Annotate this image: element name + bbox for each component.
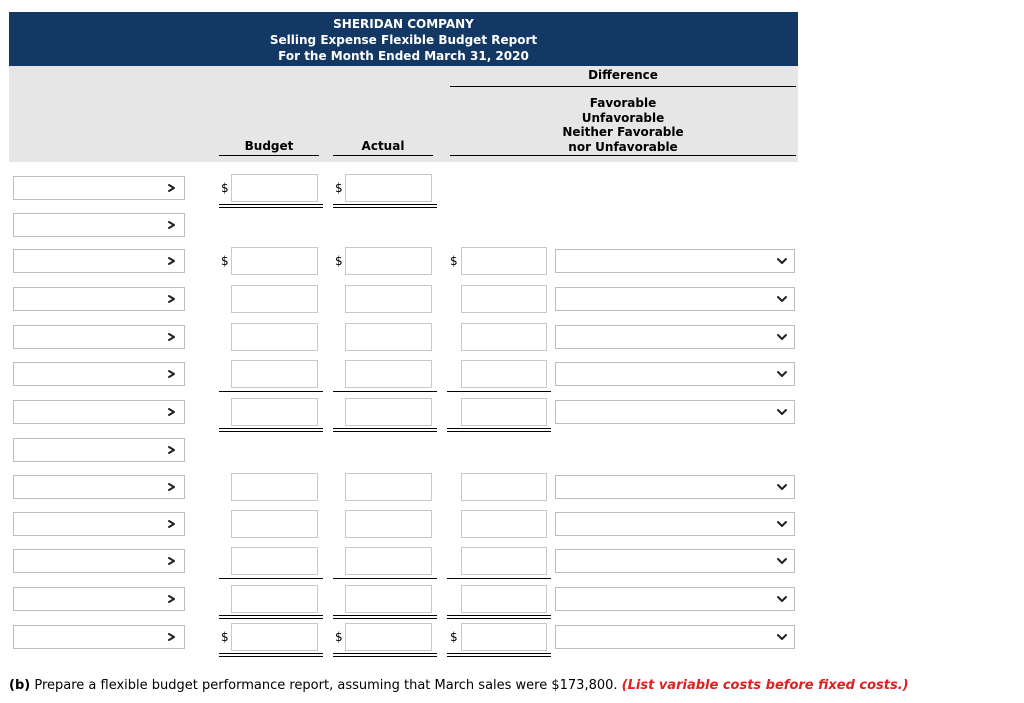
budget-heading: Budget	[244, 139, 294, 153]
chevron-down-icon	[166, 404, 178, 420]
instructions	[9, 678, 909, 693]
actual-dollar-sign: $	[335, 254, 343, 268]
chevron-down-icon	[166, 516, 178, 532]
column-header-area	[9, 66, 798, 162]
actual-dollar-sign: $	[335, 181, 343, 195]
difference-input[interactable]	[461, 285, 547, 313]
total-double-rule	[447, 615, 551, 619]
budget-input[interactable]	[231, 398, 318, 426]
actual-input[interactable]	[345, 623, 432, 651]
difference-input[interactable]	[461, 623, 547, 651]
chevron-down-icon	[166, 253, 178, 269]
row-label-select[interactable]	[13, 176, 185, 200]
report-title: Selling Expense Flexible Budget Report	[269, 33, 538, 47]
budget-input[interactable]	[231, 247, 318, 275]
difference-input[interactable]	[461, 323, 547, 351]
total-double-rule	[219, 204, 323, 208]
row-label-select[interactable]	[13, 249, 185, 273]
row-label-select[interactable]	[13, 213, 185, 237]
difference-status-select[interactable]	[555, 400, 795, 424]
difference-input[interactable]	[461, 398, 547, 426]
row-label-select[interactable]	[13, 287, 185, 311]
difference-heading: Difference	[588, 68, 658, 82]
difference-input[interactable]	[461, 247, 547, 275]
difference-input[interactable]	[461, 547, 547, 575]
difference-heading-rule	[450, 86, 796, 87]
row-label-select[interactable]	[13, 549, 185, 573]
actual-input[interactable]	[345, 360, 432, 388]
chevron-down-icon	[166, 329, 178, 345]
total-double-rule	[219, 428, 323, 432]
difference-options-rule	[450, 155, 796, 156]
total-double-rule	[333, 615, 437, 619]
budget-input[interactable]	[231, 473, 318, 501]
actual-input[interactable]	[345, 323, 432, 351]
budget-dollar-sign: $	[221, 630, 229, 644]
row-label-select[interactable]	[13, 438, 185, 462]
subtotal-rule	[219, 391, 323, 392]
chevron-down-icon	[166, 479, 178, 495]
row-label-select[interactable]	[13, 625, 185, 649]
difference-input[interactable]	[461, 473, 547, 501]
budget-input[interactable]	[231, 623, 318, 651]
budget-input[interactable]	[231, 360, 318, 388]
budget-dollar-sign: $	[221, 254, 229, 268]
difference-status-select[interactable]	[555, 549, 795, 573]
legend-neither-2: nor Unfavorable	[568, 139, 678, 154]
difference-input[interactable]	[461, 360, 547, 388]
subtotal-rule	[447, 391, 551, 392]
report-period: For the Month Ended March 31, 2020	[278, 49, 529, 63]
chevron-down-icon	[776, 291, 788, 307]
difference-status-select[interactable]	[555, 475, 795, 499]
actual-input[interactable]	[345, 398, 432, 426]
subtotal-rule	[333, 391, 437, 392]
difference-status-select[interactable]	[555, 249, 795, 273]
budget-input[interactable]	[231, 585, 318, 613]
chevron-down-icon	[776, 479, 788, 495]
difference-status-select[interactable]	[555, 512, 795, 536]
difference-status-select[interactable]	[555, 325, 795, 349]
chevron-down-icon	[776, 629, 788, 645]
difference-dollar-sign: $	[450, 630, 458, 644]
actual-input[interactable]	[345, 473, 432, 501]
chevron-down-icon	[166, 291, 178, 307]
budget-dollar-sign: $	[221, 181, 229, 195]
chevron-down-icon	[776, 253, 788, 269]
chevron-down-icon	[166, 591, 178, 607]
budget-heading-rule	[219, 155, 319, 156]
total-double-rule	[219, 653, 323, 657]
company-name: SHERIDAN COMPANY	[333, 17, 474, 31]
legend-unfavorable: Unfavorable	[581, 110, 665, 125]
chevron-down-icon	[776, 553, 788, 569]
chevron-down-icon	[776, 329, 788, 345]
difference-status-select[interactable]	[555, 587, 795, 611]
chevron-down-icon	[776, 366, 788, 382]
actual-input[interactable]	[345, 585, 432, 613]
budget-input[interactable]	[231, 323, 318, 351]
budget-input[interactable]	[231, 285, 318, 313]
budget-input[interactable]	[231, 174, 318, 202]
difference-status-select[interactable]	[555, 362, 795, 386]
budget-input[interactable]	[231, 547, 318, 575]
actual-input[interactable]	[345, 547, 432, 575]
actual-input[interactable]	[345, 285, 432, 313]
chevron-down-icon	[166, 553, 178, 569]
difference-status-select[interactable]	[555, 625, 795, 649]
instruction-text: Prepare a flexible budget performance report, assuming that March sales were $173,800.	[30, 678, 622, 693]
legend-neither-1: Neither Favorable	[562, 125, 684, 139]
report-banner	[9, 12, 798, 66]
budget-input[interactable]	[231, 510, 318, 538]
total-double-rule	[333, 653, 437, 657]
total-double-rule	[333, 428, 437, 432]
actual-input[interactable]	[345, 247, 432, 275]
chevron-down-icon	[166, 217, 178, 233]
chevron-down-icon	[776, 404, 788, 420]
difference-options-legend	[450, 96, 796, 154]
legend-favorable: Favorable	[589, 96, 657, 110]
subtotal-rule	[447, 578, 551, 579]
subtotal-rule	[333, 578, 437, 579]
actual-input[interactable]	[345, 510, 432, 538]
row-label-select[interactable]	[13, 512, 185, 536]
chevron-down-icon	[166, 442, 178, 458]
chevron-down-icon	[166, 180, 178, 196]
actual-heading-rule	[333, 155, 433, 156]
difference-input[interactable]	[461, 585, 547, 613]
actual-input[interactable]	[345, 174, 432, 202]
row-label-select[interactable]	[13, 400, 185, 424]
chevron-down-icon	[166, 629, 178, 645]
chevron-down-icon	[776, 591, 788, 607]
difference-status-select[interactable]	[555, 287, 795, 311]
budget-report-header	[9, 12, 798, 154]
total-double-rule	[447, 428, 551, 432]
total-double-rule	[333, 204, 437, 208]
chevron-down-icon	[776, 516, 788, 532]
difference-dollar-sign: $	[450, 254, 458, 268]
difference-input[interactable]	[461, 510, 547, 538]
chevron-down-icon	[166, 366, 178, 382]
subtotal-rule	[219, 578, 323, 579]
total-double-rule	[447, 653, 551, 657]
actual-dollar-sign: $	[335, 630, 343, 644]
actual-heading: Actual	[361, 139, 405, 153]
row-label-select[interactable]	[13, 587, 185, 611]
total-double-rule	[219, 615, 323, 619]
row-label-select[interactable]	[13, 362, 185, 386]
instruction-note: (List variable costs before fixed costs.)	[621, 678, 909, 693]
row-label-select[interactable]	[13, 475, 185, 499]
part-label: (b)	[9, 678, 31, 693]
row-label-select[interactable]	[13, 325, 185, 349]
